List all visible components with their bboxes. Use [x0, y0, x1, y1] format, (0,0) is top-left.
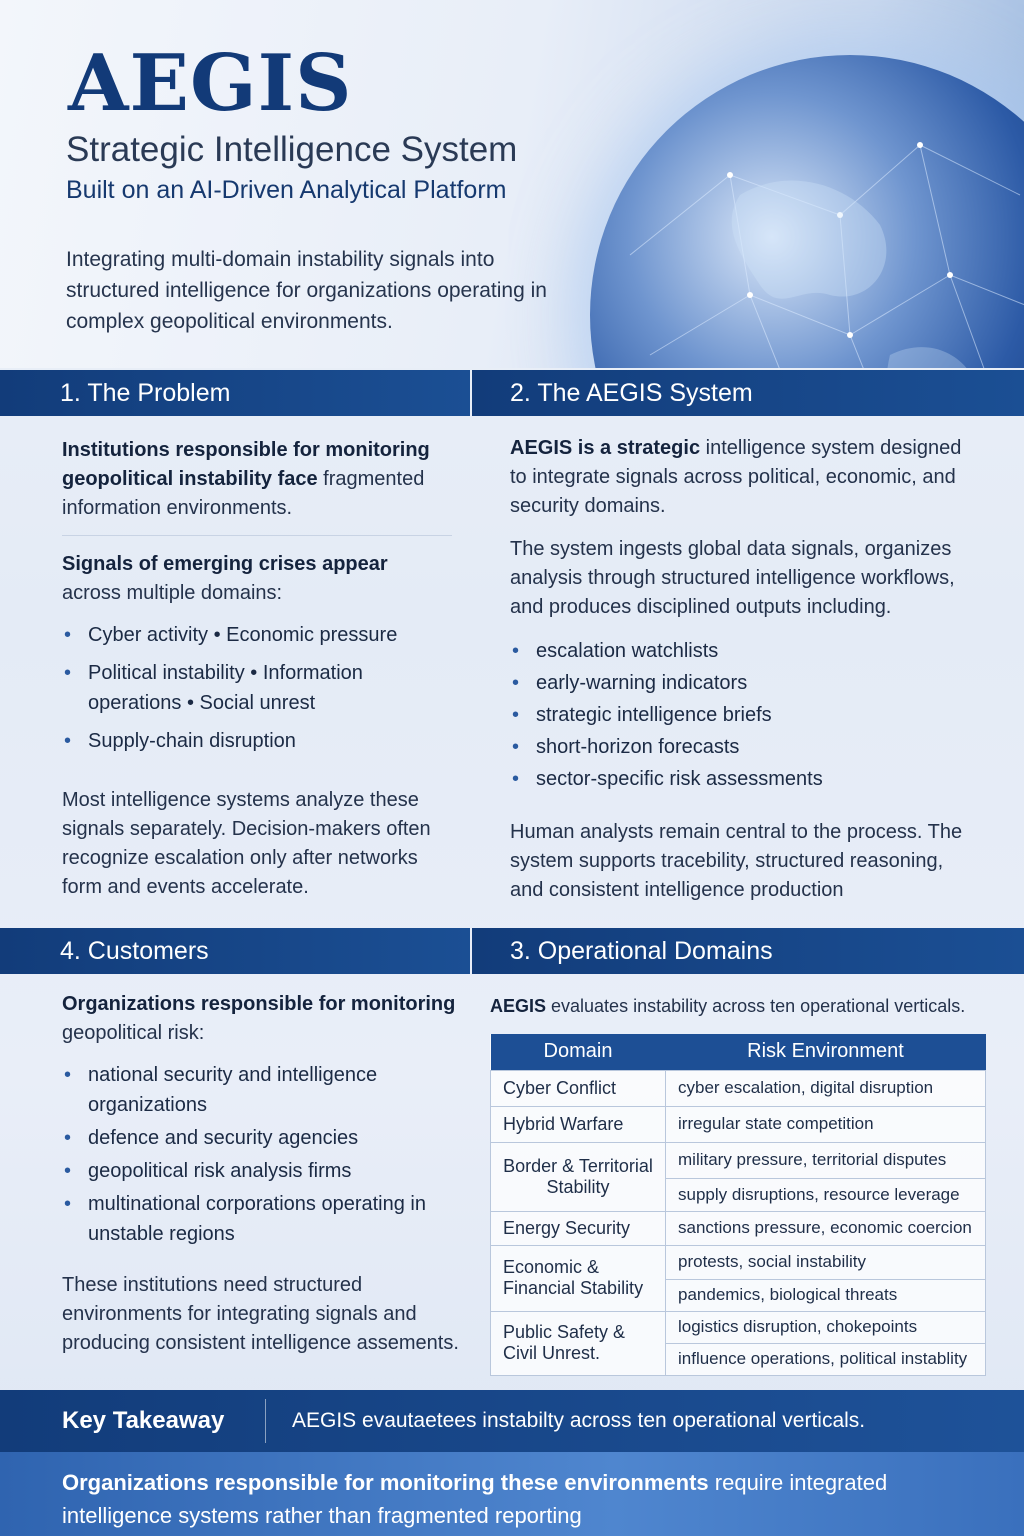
table-row [491, 1245, 986, 1279]
domain-cell: Hybrid Warfare [491, 1106, 666, 1142]
risk-cell: military pressure, territorial disputes [666, 1142, 986, 1178]
table-row [491, 1142, 986, 1178]
section-header-problem [0, 370, 470, 416]
section-header-customers [0, 928, 470, 974]
domains-table [490, 1034, 986, 1376]
domains-intro: AEGIS evaluates instability across ten operational verticals. [490, 996, 966, 1016]
system-paragraph-2: The system ingests global data signals, organizes analysis through structured intelligence workflows, and produces disciplined outputs including. [510, 538, 955, 618]
customer-list [62, 1060, 462, 1249]
divider [62, 535, 452, 536]
section-title: 3. Operational Domains [510, 936, 773, 965]
table-row [491, 1211, 986, 1245]
list-item: • geopolitical risk analysis firms [62, 1156, 462, 1186]
list-item: • defence and security agencies [62, 1123, 462, 1153]
section-title: 4. Customers [60, 936, 209, 965]
risk-cell: irregular state competition [666, 1106, 986, 1142]
intro-text: Integrating multi-domain instability signals into structured intelligence for organizations operating in complex geopolitical environments. [66, 248, 547, 333]
tagline: Built on an AI-Driven Analytical Platform [66, 176, 507, 204]
system-closing: Human analysts remain central to the process. The system supports tracebility, structured reasoning, and consistent intelligence production [510, 821, 963, 901]
risk-cell: supply disruptions, resource leverage [666, 1178, 986, 1211]
takeaway-text: AEGIS evautaetees instabilty across ten operational verticals. [292, 1409, 866, 1432]
risk-cell: logistics disruption, chokepoints [666, 1311, 986, 1343]
risk-cell: pandemics, biological threats [666, 1279, 986, 1311]
section-title: 1. The Problem [60, 378, 231, 407]
system-paragraph-1: AEGIS is a strategic intelligence system designed to integrate signals across political, economic, and security domains. [510, 437, 962, 517]
section-header-system [472, 370, 1024, 416]
output-list [510, 636, 980, 794]
hero-header [0, 0, 1024, 368]
table-row [491, 1106, 986, 1142]
customers-section [62, 990, 462, 1358]
list-item: • early-warning indicators [510, 668, 980, 698]
list-item: • escalation watchlists [510, 636, 980, 666]
table-row [491, 1311, 986, 1343]
list-item: • short-horizon forecasts [510, 732, 980, 762]
page-subtitle: Strategic Intelligence System [66, 130, 518, 169]
list-item: • strategic intelligence briefs [510, 700, 980, 730]
list-item: • national security and intelligence organizations [62, 1060, 462, 1120]
domain-cell: Border & Territorial Stability [491, 1142, 666, 1211]
customers-intro: Organizations responsible for monitoring geopolitical risk: [62, 993, 456, 1044]
customers-closing: These institutions need structured environments for integrating signals and producing consistent intelligence assements. [62, 1274, 459, 1354]
problem-paragraph-1: Institutions responsible for monitoring geopolitical instability face fragmented information environments. [62, 439, 430, 519]
risk-cell: influence operations, political instablity [666, 1343, 986, 1375]
domain-cell: Energy Security [491, 1211, 666, 1245]
risk-cell: protests, social instability [666, 1245, 986, 1279]
takeaway-label: Key Takeaway [62, 1407, 225, 1434]
risk-cell: sanctions pressure, economic coercion [666, 1211, 986, 1245]
signal-list [62, 620, 452, 756]
list-item: • multinational corporations operating in unstable regions [62, 1189, 462, 1249]
list-item: • Supply-chain disruption [62, 726, 452, 756]
problem-section [62, 436, 452, 902]
section-header-domains [472, 928, 1024, 974]
column-header-risk: Risk Environment [666, 1034, 986, 1070]
problem-closing: Most intelligence systems analyze these signals separately. Decision-makers often recognize escalation only after networks form and events accelerate. [62, 789, 431, 898]
problem-paragraph-2: Signals of emerging crises appear across multiple domains: [62, 553, 388, 604]
system-section [510, 434, 980, 905]
domain-cell: Cyber Conflict [491, 1070, 666, 1106]
section-title: 2. The AEGIS System [510, 378, 753, 407]
key-takeaway-bar [0, 1390, 1024, 1452]
list-item: • sector-specific risk assessments [510, 764, 980, 794]
list-item: • Political instability • Information operations • Social unrest [62, 658, 452, 718]
domain-cell: Economic & Financial Stability [491, 1245, 666, 1311]
globe-image [590, 55, 1024, 368]
risk-cell: cyber escalation, digital disruption [666, 1070, 986, 1106]
table-row [491, 1070, 986, 1106]
footer-statement: Organizations responsible for monitoring these environments require integrated intelligence systems rather than fragmented reporting [0, 1452, 1024, 1536]
network-lines-icon [590, 55, 1024, 368]
table-header-row [491, 1034, 986, 1070]
brand-title: AEGIS [68, 38, 353, 129]
column-header-domain: Domain [491, 1034, 666, 1070]
domain-cell: Public Safety & Civil Unrest. [491, 1311, 666, 1375]
list-item: • Cyber activity • Economic pressure [62, 620, 452, 650]
